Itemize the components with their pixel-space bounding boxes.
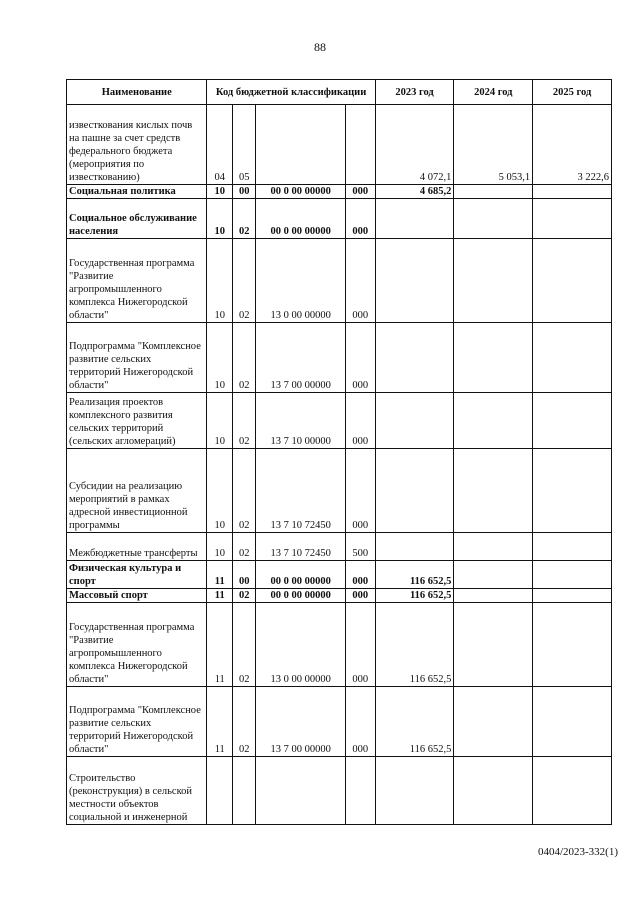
- row-value-2023: 4 072,1: [375, 105, 454, 185]
- row-section: 10: [207, 185, 233, 199]
- row-subsection: 02: [233, 239, 256, 323]
- table-row: [67, 323, 612, 393]
- row-name: Строительство (реконструкция) в сельской местности объектов социальной и инженерной: [67, 757, 207, 825]
- row-section: 10: [207, 239, 233, 323]
- table-row: [67, 449, 612, 533]
- row-section: 04: [207, 105, 233, 185]
- row-value-2023: [375, 757, 454, 825]
- table-row: [67, 533, 612, 561]
- table-row: [67, 687, 612, 757]
- row-value-2023: 116 652,5: [375, 603, 454, 687]
- row-value-2024: [454, 199, 533, 239]
- row-section: 10: [207, 199, 233, 239]
- row-section: 11: [207, 561, 233, 589]
- row-expense-type: 000: [345, 239, 375, 323]
- row-section: 11: [207, 589, 233, 603]
- row-value-2025: [533, 185, 612, 199]
- row-target-code: 13 0 00 00000: [256, 603, 345, 687]
- row-value-2025: [533, 589, 612, 603]
- row-target-code: 13 7 10 72450: [256, 449, 345, 533]
- table-row: [67, 589, 612, 603]
- row-value-2025: [533, 757, 612, 825]
- row-section: 11: [207, 603, 233, 687]
- row-expense-type: 000: [345, 603, 375, 687]
- row-name: известкования кислых почв на пашне за счет средств федерального бюджета (мероприятия по известкованию): [67, 105, 207, 185]
- row-value-2024: [454, 393, 533, 449]
- page-number: 88: [314, 40, 326, 54]
- row-value-2025: 3 222,6: [533, 105, 612, 185]
- row-value-2025: [533, 687, 612, 757]
- row-value-2024: [454, 239, 533, 323]
- row-value-2025: [533, 239, 612, 323]
- header-code: Код бюджетной классификации: [207, 80, 375, 105]
- row-target-code: 13 0 00 00000: [256, 239, 345, 323]
- table-row: [67, 199, 612, 239]
- row-expense-type: 000: [345, 199, 375, 239]
- row-value-2023: [375, 323, 454, 393]
- row-value-2023: 116 652,5: [375, 589, 454, 603]
- row-section: 10: [207, 323, 233, 393]
- table-row: [67, 185, 612, 199]
- row-value-2024: [454, 449, 533, 533]
- row-value-2024: 5 053,1: [454, 105, 533, 185]
- document-code: 0404/2023-332(1): [537, 846, 618, 858]
- row-subsection: 02: [233, 449, 256, 533]
- row-expense-type: [345, 105, 375, 185]
- row-name: Массовый спорт: [67, 589, 207, 603]
- row-value-2025: [533, 533, 612, 561]
- row-value-2024: [454, 589, 533, 603]
- table-row: [67, 239, 612, 323]
- row-value-2024: [454, 603, 533, 687]
- row-value-2023: [375, 393, 454, 449]
- row-target-code: 00 0 00 00000: [256, 561, 345, 589]
- row-subsection: [233, 757, 256, 825]
- row-value-2024: [454, 687, 533, 757]
- row-subsection: 02: [233, 323, 256, 393]
- row-name: Реализация проектов комплексного развития сельских территорий (сельских агломераций): [67, 393, 207, 449]
- row-subsection: 02: [233, 603, 256, 687]
- row-value-2024: [454, 323, 533, 393]
- row-expense-type: 000: [345, 323, 375, 393]
- row-expense-type: 000: [345, 687, 375, 757]
- budget-table: [66, 79, 612, 825]
- row-value-2023: 116 652,5: [375, 687, 454, 757]
- row-value-2025: [533, 603, 612, 687]
- row-target-code: 00 0 00 00000: [256, 185, 345, 199]
- row-target-code: [256, 105, 345, 185]
- row-value-2023: [375, 239, 454, 323]
- table-row: [67, 561, 612, 589]
- row-name: Подпрограмма "Комплексное развитие сельских территорий Нижегородской области": [67, 323, 207, 393]
- row-value-2023: [375, 199, 454, 239]
- row-name: Государственная программа "Развитие агропромышленного комплекса Нижегородской области": [67, 239, 207, 323]
- row-value-2025: [533, 199, 612, 239]
- row-expense-type: 000: [345, 449, 375, 533]
- table-row: [67, 757, 612, 825]
- row-subsection: 02: [233, 589, 256, 603]
- row-section: 11: [207, 687, 233, 757]
- header-2025: 2025 год: [533, 80, 612, 105]
- row-name: Социальная политика: [67, 185, 207, 199]
- table-row: [67, 393, 612, 449]
- row-value-2024: [454, 185, 533, 199]
- row-target-code: 13 7 00 00000: [256, 687, 345, 757]
- row-value-2025: [533, 561, 612, 589]
- row-subsection: 05: [233, 105, 256, 185]
- row-value-2023: 116 652,5: [375, 561, 454, 589]
- row-section: 10: [207, 449, 233, 533]
- row-subsection: 02: [233, 199, 256, 239]
- row-target-code: [256, 757, 345, 825]
- row-value-2025: [533, 449, 612, 533]
- row-target-code: 00 0 00 00000: [256, 589, 345, 603]
- row-target-code: 13 7 10 72450: [256, 533, 345, 561]
- row-value-2023: 4 685,2: [375, 185, 454, 199]
- row-name: Физическая культура и спорт: [67, 561, 207, 589]
- row-subsection: 00: [233, 185, 256, 199]
- row-subsection: 02: [233, 687, 256, 757]
- row-subsection: 02: [233, 533, 256, 561]
- row-name: Межбюджетные трансферты: [67, 533, 207, 561]
- row-name: Подпрограмма "Комплексное развитие сельских территорий Нижегородской области": [67, 687, 207, 757]
- row-value-2024: [454, 757, 533, 825]
- header-2023: 2023 год: [375, 80, 454, 105]
- row-value-2024: [454, 533, 533, 561]
- row-expense-type: 000: [345, 589, 375, 603]
- row-expense-type: [345, 757, 375, 825]
- row-subsection: 00: [233, 561, 256, 589]
- row-expense-type: 500: [345, 533, 375, 561]
- row-subsection: 02: [233, 393, 256, 449]
- row-expense-type: 000: [345, 185, 375, 199]
- row-target-code: 13 7 00 00000: [256, 323, 345, 393]
- table-row: [67, 603, 612, 687]
- row-value-2023: [375, 449, 454, 533]
- row-name: Государственная программа "Развитие агропромышленного комплекса Нижегородской области": [67, 603, 207, 687]
- row-value-2025: [533, 323, 612, 393]
- row-name: Социальное обслуживание населения: [67, 199, 207, 239]
- row-target-code: 13 7 10 00000: [256, 393, 345, 449]
- row-value-2023: [375, 533, 454, 561]
- row-target-code: 00 0 00 00000: [256, 199, 345, 239]
- table-header-row: [67, 80, 612, 105]
- table-row: [67, 105, 612, 185]
- row-expense-type: 000: [345, 393, 375, 449]
- row-section: 10: [207, 393, 233, 449]
- row-name: Субсидии на реализацию мероприятий в рамках адресной инвестиционной программы: [67, 449, 207, 533]
- header-name: Наименование: [67, 80, 207, 105]
- row-section: 10: [207, 533, 233, 561]
- row-value-2025: [533, 393, 612, 449]
- row-expense-type: 000: [345, 561, 375, 589]
- row-section: [207, 757, 233, 825]
- header-2024: 2024 год: [454, 80, 533, 105]
- row-value-2024: [454, 561, 533, 589]
